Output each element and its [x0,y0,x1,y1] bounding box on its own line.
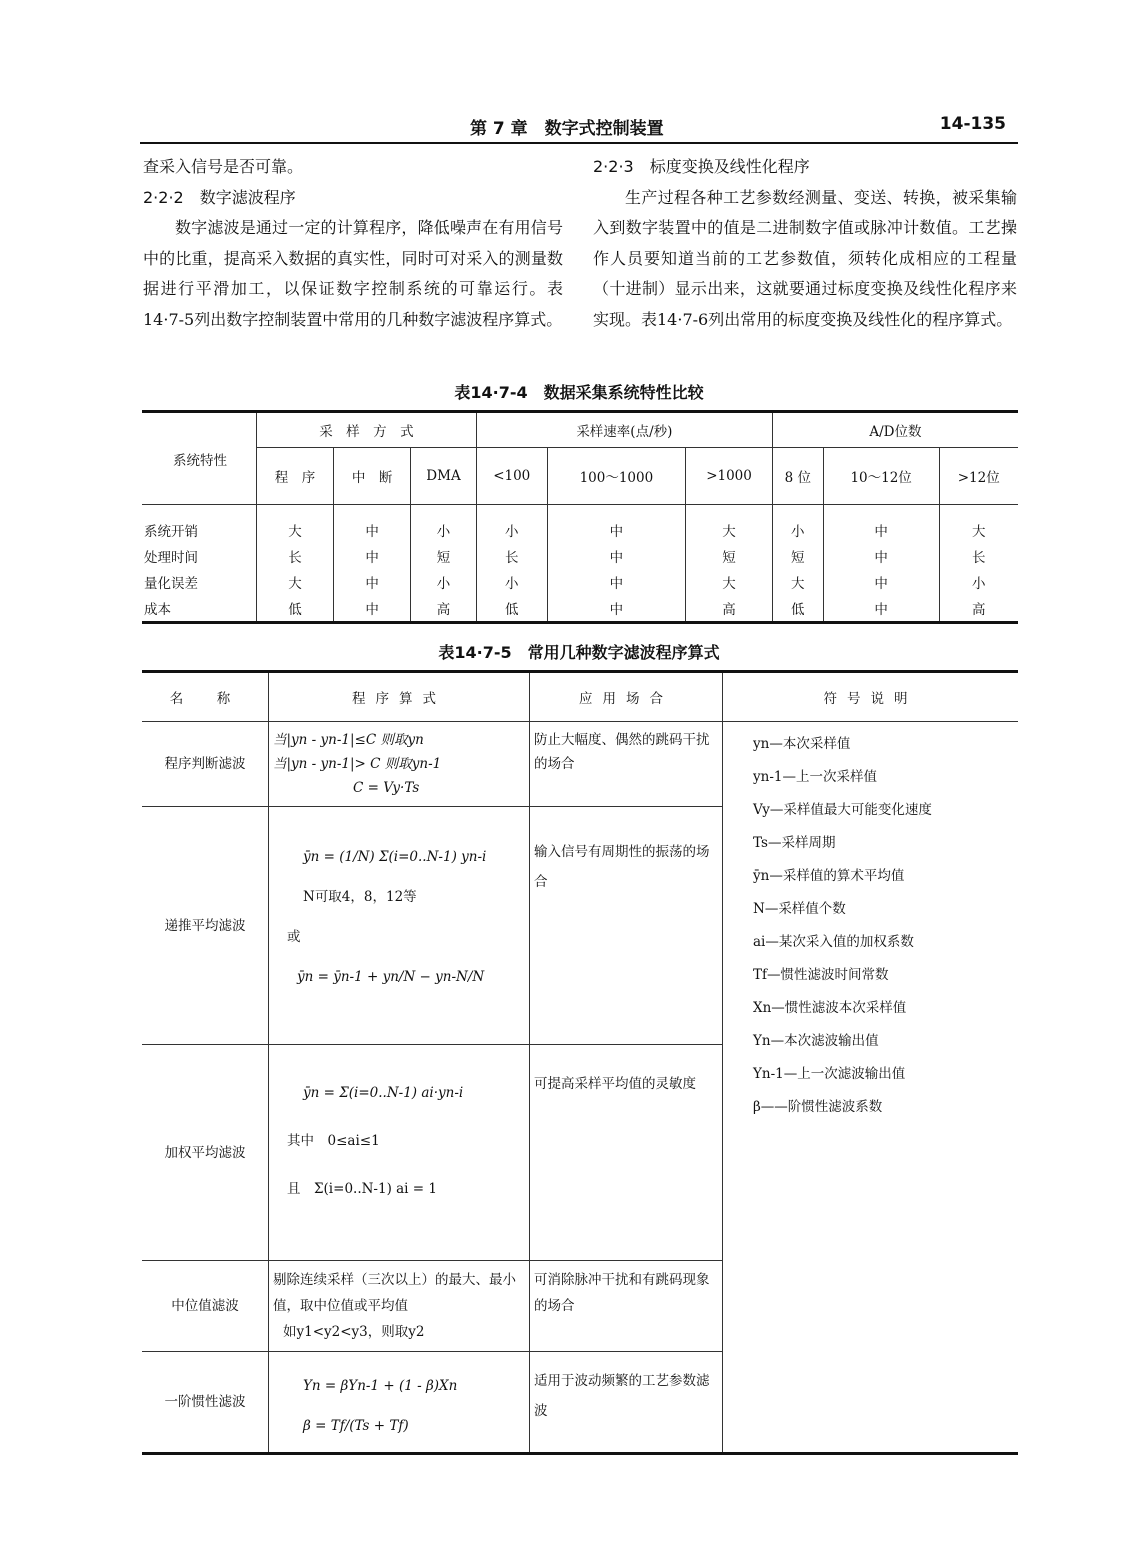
table-row [142,595,1018,623]
cell: 高 [411,595,477,623]
paragraph-digital-filter: 数字滤波是通过一定的计算程序，降低噪声在有用信号中的比重，提高采入数据的真实性，同时可对采入的测量数据进行平滑加工，以保证数字控制系统的可靠运行。表14·7-5列出数字控制装置中常用的几种数字滤波程序算式。 [143,218,563,329]
cell: 小 [476,569,547,595]
subheader: <100 [476,448,547,505]
chapter-title: 第 7 章 数字式控制装置 [470,119,664,139]
cell: 中 [823,543,939,569]
subheader: 100～1000 [547,448,686,505]
symbol-item: ȳn—采样值的算术平均值 [753,868,905,884]
formula-line: 剔除连续采样（三次以上）的最大、最小值，取中位值或平均值 [273,1272,516,1314]
cell: 大 [772,569,823,595]
formula-line: ȳn = (1/N) Σ(i=0..N-1) yn-i [303,849,487,865]
formula-line: 如y1<y2<y3，则取y2 [283,1324,425,1340]
filter-formula [269,807,530,1045]
cell: 长 [257,543,334,569]
formula-line: ȳn = Σ(i=0..N-1) ai·yn-i [303,1085,464,1101]
table-system-characteristics [142,410,1018,624]
symbol-item: N—采样值个数 [753,901,846,917]
formula-line: 且 Σ(i=0..N-1) ai = 1 [287,1181,437,1197]
symbol-item: Ts—采样周期 [753,835,836,851]
symbol-item: yn-1—上一次采样值 [753,769,877,785]
cell: 大 [686,505,773,544]
paragraph-scale-transform: 生产过程各种工艺参数经测量、变送、转换，被采集输入到数字装置中的值是二进制数字值或脉冲计数值。工艺操作人员要知道当前的工艺参数值，须转化成相应的工程量（十进制）显示出来，这就要通过标度变换及线性化程序来实现。表14·7-6列出常用的标度变换及线性化的程序算式。 [593,187,1017,329]
cell: 中 [547,595,686,623]
cell: 中 [823,569,939,595]
subheader: 10～12位 [823,448,939,505]
filter-usage: 可提高采样平均值的灵敏度 [530,1045,723,1261]
symbol-item: Tf—惯性滤波时间常数 [753,967,889,983]
filter-formula [269,1352,530,1454]
subheader: 中 断 [334,448,411,505]
cell: 低 [257,595,334,623]
row-label: 系统开销 [144,524,198,540]
row-label: 量化误差 [144,576,198,592]
filter-usage: 可消除脉冲干扰和有跳码现象的场合 [530,1261,723,1352]
filter-name: 递推平均滤波 [142,807,269,1045]
formula-line: Yn = βYn-1 + (1 - β)Xn [303,1378,458,1394]
cell: 小 [411,505,477,544]
symbol-item: ai—某次采入值的加权系数 [753,934,914,950]
subheader: 程 序 [257,448,334,505]
formula-line: 当|yn - yn-1|≤C 则取yn [273,732,424,748]
cell: 小 [772,505,823,544]
formula-line: N可取4，8，12等 [303,889,417,905]
filter-usage: 防止大幅度、偶然的跳码干扰的场合 [530,722,723,807]
right-column [593,152,1017,335]
cell: 长 [939,543,1018,569]
cell: 高 [939,595,1018,623]
table-row [142,505,1018,544]
col-header-usage: 应用场合 [530,672,723,722]
symbol-item: β——阶惯性滤波系数 [753,1099,883,1115]
cell: 大 [257,569,334,595]
table5-caption: 表14·7-5 常用几种数字滤波程序算式 [438,643,720,662]
cell: 低 [476,595,547,623]
section-title-2-2-2: 2·2·2 数字滤波程序 [143,187,296,207]
cell: 短 [686,543,773,569]
symbol-legend [723,722,1019,1454]
cell: 中 [334,569,411,595]
formula-line: ȳn = ȳn-1 + yn/N − yn-N/N [297,969,485,985]
cell: 小 [411,569,477,595]
subheader: DMA [411,448,477,505]
cell: 中 [334,543,411,569]
table-row [142,569,1018,595]
cell: 短 [772,543,823,569]
table4-caption: 表14·7-4 数据采集系统特性比较 [454,383,704,402]
formula-line: 或 [287,929,301,945]
cell: 大 [257,505,334,544]
formula-line: 其中 0≤ai≤1 [287,1133,380,1149]
formula-line: β = Tf/(Ts + Tf) [303,1418,409,1434]
cell: 中 [823,505,939,544]
page-header [140,112,1018,144]
filter-name: 一阶惯性滤波 [142,1352,269,1454]
cell: 小 [476,505,547,544]
cell: 长 [476,543,547,569]
col-header-symbols: 符号说明 [723,672,1019,722]
formula-line: 当|yn - yn-1|> C 则取yn-1 [273,756,442,772]
symbol-item: Vy—采样值最大可能变化速度 [753,802,932,818]
cell: 中 [334,505,411,544]
cell: 中 [547,543,686,569]
symbol-item: Yn—本次滤波输出值 [753,1033,879,1049]
col-header-formula: 程序算式 [269,672,530,722]
cell: 中 [547,505,686,544]
cell: 低 [772,595,823,623]
row-label: 处理时间 [144,550,198,566]
group-ad-bits: A/D位数 [772,412,1018,448]
filter-name: 程序判断滤波 [142,722,269,807]
section-title-2-2-3: 2·2·3 标度变换及线性化程序 [593,157,810,176]
symbol-item: Xn—惯性滤波本次采样值 [753,1000,907,1016]
table-row [142,722,1018,807]
group-sampling-rate: 采样速率(点/秒) [476,412,772,448]
cell: 中 [334,595,411,623]
subheader: >1000 [686,448,773,505]
row-header-cell: 系统特性 [142,412,257,505]
filter-name: 加权平均滤波 [142,1045,269,1261]
cell: 中 [823,595,939,623]
left-column [143,152,563,335]
cell: 大 [939,505,1018,544]
filter-usage: 适用于波动频繁的工艺参数滤波 [530,1352,723,1454]
continued-line: 查采入信号是否可靠。 [143,157,304,176]
filter-name: 中位值滤波 [142,1261,269,1352]
col-header-name: 名 称 [142,672,269,722]
cell: 短 [411,543,477,569]
table-row [142,543,1018,569]
filter-usage: 输入信号有周期性的振荡的场合 [530,807,723,1045]
filter-formula [269,1261,530,1352]
row-label: 成本 [144,602,171,618]
cell: 大 [686,569,773,595]
filter-formula [269,1045,530,1261]
group-sampling-mode: 采 样 方 式 [257,412,477,448]
table-digital-filters [142,670,1018,1455]
subheader: >12位 [939,448,1018,505]
formula-line: C = Vy·Ts [353,780,420,796]
symbol-item: Yn-1—上一次滤波输出值 [753,1066,906,1082]
page-number: 14-135 [939,114,1006,134]
filter-formula [269,722,530,807]
symbol-item: yn—本次采样值 [753,736,851,752]
cell: 小 [939,569,1018,595]
cell: 中 [547,569,686,595]
cell: 高 [686,595,773,623]
subheader: 8 位 [772,448,823,505]
